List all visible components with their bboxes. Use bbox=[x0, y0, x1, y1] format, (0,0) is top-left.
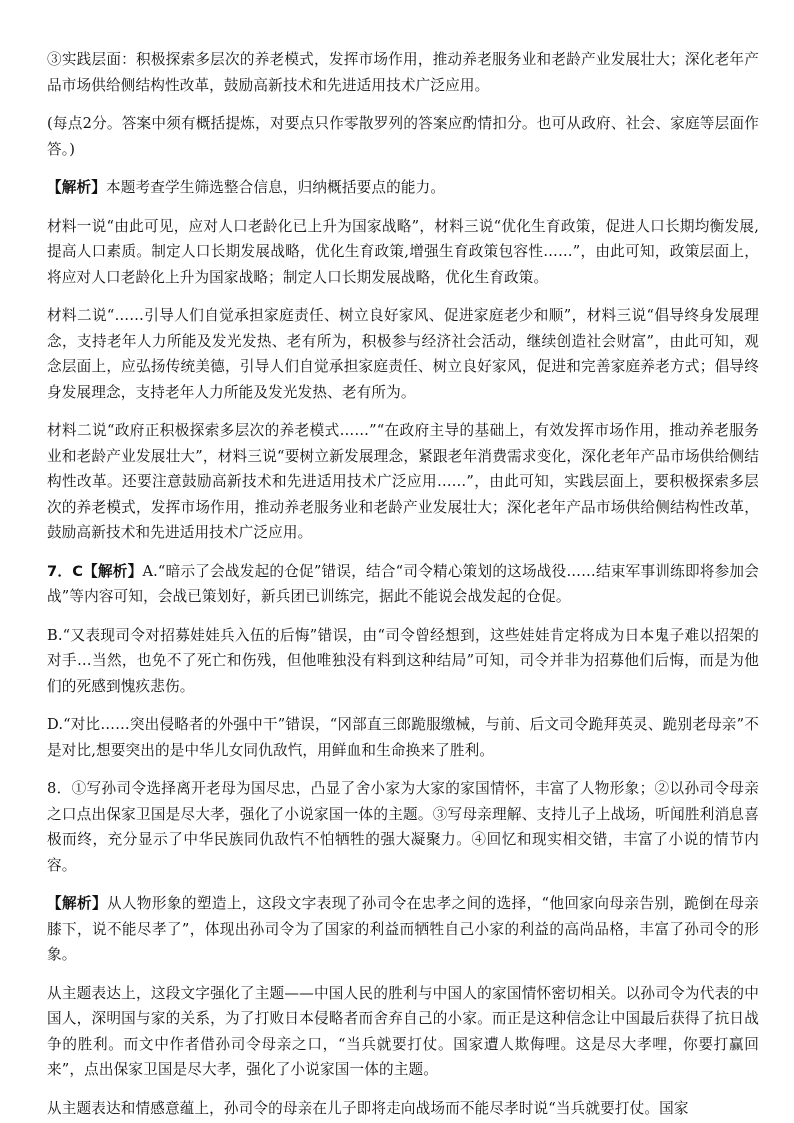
paragraph-text: 本题考查学生筛选整合信息，归纳概括要点的能力。 bbox=[105, 179, 446, 196]
analysis-label: 【解析】 bbox=[47, 895, 107, 912]
question-8-answer bbox=[47, 776, 759, 878]
analysis-practice-level bbox=[47, 418, 759, 546]
scoring-note bbox=[47, 111, 759, 162]
paragraph-text: 材料二说“……引导人们自觉承担家庭责任、树立良好家风、促进家庭老少和顺”，材料三说“倡导终身发展理念，支持老年人力所能及发光发热、老有所为，积极参与经济社会活动，继续创造社会财富”，由此可知，观念层面上，应弘扬传统美德，引导人们自觉承担家庭责任、树立良好家风，促进和完善家庭养老方式；倡导终身发展理念，支持老年人力所能及发光发热、老有所为。 bbox=[47, 307, 759, 401]
practice-level-point bbox=[47, 47, 759, 98]
paragraph-text: (每点2分。答案中须有概括提炼，对要点只作零散罗列的答案应酌情扣分。也可从政府、社会、家庭等层面作答。) bbox=[47, 115, 759, 158]
paragraph-text: 从主题表达和情感意蕴上，孙司令的母亲在儿子即将走向战场而不能尽孝时说“当兵就要打仗。国家 bbox=[47, 1099, 689, 1117]
paragraph-text: 从主题表达上，这段文字强化了主题——中国人民的胜利与中国人的家国情怀密切相关。以孙司令为代表的中国人，深明国与家的关系，为了打败日本侵略者而舍弃自己的小家。而正是这种信念让中国最后获得了抗日战争的胜利。而文中作者借孙司令母亲之口，“当兵就要打仗。国家遭人欺侮哩。这是尽大孝哩，你要打赢回来”，点出保家卫国是尽大孝，强化了小说家国一体的主题。 bbox=[47, 984, 759, 1078]
question-7-option-b bbox=[47, 623, 759, 700]
question-7-answer bbox=[47, 559, 759, 610]
paragraph-text: 8．①写孙司令选择离开老母为国尽忠，凸显了舍小家为大家的家国情怀，丰富了人物形象；②以孙司令母亲之口点出保家卫国是尽大孝，强化了小说家国一体的主题。③写母亲理解、支持儿子上战场，听闻胜利消息喜极而终，充分显示了中华民族同仇敌忾不怕牺牲的强大凝聚力。④回忆和现实相交错，丰富了小说的情节内容。 bbox=[47, 780, 759, 874]
document-page bbox=[47, 47, 759, 1121]
analysis-concept-level bbox=[47, 303, 759, 405]
paragraph-text: 从人物形象的塑造上，这段文字表现了孙司令在忠孝之间的选择，“他回家向母亲告别，跪倒在母亲膝下，说不能尽孝了”，体现出孙司令为了国家的利益而牺牲自己小家的利益的高尚品格，丰富了孙司令的形象。 bbox=[47, 895, 759, 963]
paragraph-text: D.“对比……突出侵略者的外强中干”错误，“冈部直三郎跪服缴械，与前、后文司令跪拜英灵、跪别老母亲”不是对比,想要突出的是中华儿女同仇敌忾，用鲜血和生命换来了胜利。 bbox=[47, 716, 759, 759]
question-7-label: 7．C【解析】 bbox=[47, 562, 143, 580]
paragraph-text: ③实践层面：积极探索多层次的养老模式，发挥市场作用，推动养老服务业和老龄产业发展壮大；深化老年产品市场供给侧结构性改革，鼓励高新技术和先进适用技术广泛应用。 bbox=[47, 51, 759, 94]
paragraph-text: B.“又表现司令对招募娃娃兵入伍的后悔”错误，由“司令曾经想到，这些娃娃肯定将成为日本鬼子难以招架的对手…当然，也免不了死亡和伤残，但他唯独没有料到这种结局”可知，司令并非为招募他们后悔，而是为他们的死感到愧疚悲伤。 bbox=[47, 626, 759, 695]
analysis-policy-level bbox=[47, 214, 759, 291]
question-8-analysis-emotion bbox=[47, 1096, 759, 1122]
analysis-intro bbox=[47, 175, 759, 201]
paragraph-text: A.“暗示了会战发起的仓促”错误，结合“司令精心策划的这场战役……结束军事训练即将参加会战”等内容可知，会战已策划好，新兵团已训练完，据此不能说会战发起的仓促。 bbox=[47, 562, 759, 605]
analysis-label: 【解析】 bbox=[47, 179, 106, 196]
paragraph-text: 材料一说“由此可见，应对人口老龄化已上升为国家战略”，材料三说“优化生育政策，促进人口长期均衡发展,提高人口素质。制定人口长期发展战略，优化生育政策,增强生育政策包容性……”，由此可知，政策层面上，将应对人口老龄化上升为国家战略；制定人口长期发展战略，优化生育政策。 bbox=[47, 217, 759, 286]
paragraph-text: 材料二说“政府正积极探索多层次的养老模式……”“在政府主导的基础上，有效发挥市场作用，推动养老服务业和老龄产业发展壮大”，材料三说“要树立新发展理念，紧跟老年消费需求变化，深化老年产品市场供给侧结构性改革。还要注意鼓励高新技术和先进适用技术广泛应用……”，由此可知，实践层面上，要积极探索多层次的养老模式，发挥市场作用，推动养老服务业和老龄产业发展壮大；深化老年产品市场供给侧结构性改革，鼓励高新技术和先进适用技术广泛应用。 bbox=[47, 422, 759, 541]
question-7-option-d bbox=[47, 712, 759, 763]
question-8-analysis-theme bbox=[47, 981, 759, 1083]
question-8-analysis-character bbox=[47, 891, 759, 968]
